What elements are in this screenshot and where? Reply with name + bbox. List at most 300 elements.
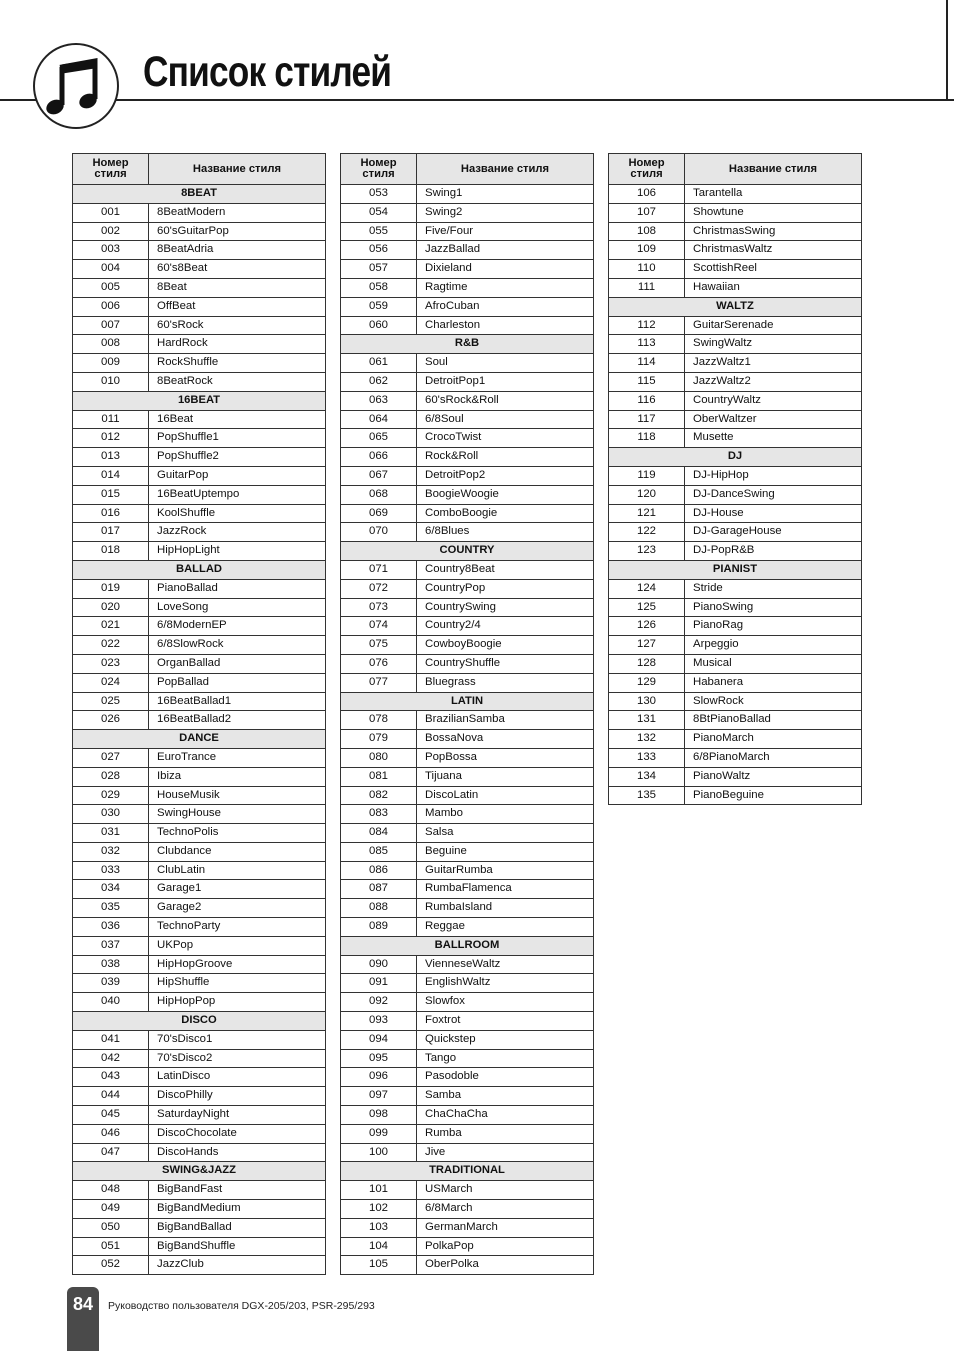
header-name: Название стиля bbox=[417, 154, 594, 185]
table-row bbox=[341, 560, 594, 579]
style-number: 099 bbox=[341, 1124, 417, 1143]
style-name: ClubLatin bbox=[149, 861, 326, 880]
style-number: 019 bbox=[73, 579, 149, 598]
style-number: 076 bbox=[341, 654, 417, 673]
page-number: 84 bbox=[72, 1294, 94, 1314]
style-number: 003 bbox=[73, 241, 149, 260]
style-name: DJ-House bbox=[685, 504, 862, 523]
category-label: DISCO bbox=[73, 1012, 326, 1031]
style-number: 093 bbox=[341, 1012, 417, 1031]
table-row bbox=[341, 918, 594, 937]
category-label: 8BEAT bbox=[73, 185, 326, 204]
table-row bbox=[73, 410, 326, 429]
style-name: ScottishReel bbox=[685, 260, 862, 279]
style-number: 095 bbox=[341, 1049, 417, 1068]
table-row bbox=[73, 372, 326, 391]
table-row bbox=[341, 1087, 594, 1106]
style-name: HipHopLight bbox=[149, 542, 326, 561]
table-row bbox=[609, 391, 862, 410]
table-row bbox=[609, 523, 862, 542]
style-number: 118 bbox=[609, 429, 685, 448]
style-number: 046 bbox=[73, 1124, 149, 1143]
style-name: Tarantella bbox=[685, 185, 862, 204]
table-header-row bbox=[341, 154, 594, 185]
style-number: 096 bbox=[341, 1068, 417, 1087]
style-table-1 bbox=[72, 153, 326, 1275]
style-number: 130 bbox=[609, 692, 685, 711]
style-name: DJ-GarageHouse bbox=[685, 523, 862, 542]
table-row bbox=[341, 241, 594, 260]
table-row bbox=[73, 542, 326, 561]
style-number: 114 bbox=[609, 354, 685, 373]
style-number: 005 bbox=[73, 278, 149, 297]
table-row bbox=[341, 410, 594, 429]
table-row bbox=[73, 278, 326, 297]
table-row bbox=[341, 391, 594, 410]
table-row bbox=[609, 241, 862, 260]
table-row bbox=[609, 316, 862, 335]
header-right-rule bbox=[946, 0, 948, 99]
table-row bbox=[341, 598, 594, 617]
style-name: 16BeatUptempo bbox=[149, 485, 326, 504]
style-number: 071 bbox=[341, 560, 417, 579]
category-label: 16BEAT bbox=[73, 391, 326, 410]
style-number: 066 bbox=[341, 448, 417, 467]
table-row bbox=[609, 579, 862, 598]
table-row bbox=[609, 203, 862, 222]
table-row bbox=[73, 1068, 326, 1087]
style-name: DiscoLatin bbox=[417, 786, 594, 805]
style-name: CrocoTwist bbox=[417, 429, 594, 448]
category-row bbox=[73, 185, 326, 204]
style-table-2 bbox=[340, 153, 594, 1275]
style-number: 080 bbox=[341, 748, 417, 767]
style-name: Reggae bbox=[417, 918, 594, 937]
table-row bbox=[73, 617, 326, 636]
style-name: Samba bbox=[417, 1087, 594, 1106]
style-number: 133 bbox=[609, 748, 685, 767]
style-number: 126 bbox=[609, 617, 685, 636]
style-name: DJ-DanceSwing bbox=[685, 485, 862, 504]
table-row bbox=[609, 767, 862, 786]
style-name: Habanera bbox=[685, 673, 862, 692]
style-number: 078 bbox=[341, 711, 417, 730]
table-row bbox=[73, 448, 326, 467]
category-row bbox=[73, 391, 326, 410]
table-row bbox=[73, 918, 326, 937]
style-number: 012 bbox=[73, 429, 149, 448]
style-number: 069 bbox=[341, 504, 417, 523]
table-row bbox=[341, 767, 594, 786]
style-name: Beguine bbox=[417, 842, 594, 861]
category-row bbox=[341, 1162, 594, 1181]
style-name: Jive bbox=[417, 1143, 594, 1162]
style-number: 053 bbox=[341, 185, 417, 204]
style-number: 057 bbox=[341, 260, 417, 279]
style-name: 8BeatModern bbox=[149, 203, 326, 222]
table-row bbox=[341, 955, 594, 974]
style-name: PianoRag bbox=[685, 617, 862, 636]
style-number: 135 bbox=[609, 786, 685, 805]
style-name: GuitarPop bbox=[149, 466, 326, 485]
style-name: KoolShuffle bbox=[149, 504, 326, 523]
category-label: LATIN bbox=[341, 692, 594, 711]
style-number: 029 bbox=[73, 786, 149, 805]
style-number: 004 bbox=[73, 260, 149, 279]
table-row bbox=[341, 673, 594, 692]
style-number: 060 bbox=[341, 316, 417, 335]
table-row bbox=[73, 786, 326, 805]
style-number: 038 bbox=[73, 955, 149, 974]
table-row bbox=[73, 974, 326, 993]
style-name: 70'sDisco1 bbox=[149, 1030, 326, 1049]
style-number: 002 bbox=[73, 222, 149, 241]
style-name: DetroitPop2 bbox=[417, 466, 594, 485]
style-name: RumbaIsland bbox=[417, 899, 594, 918]
table-row bbox=[73, 429, 326, 448]
header-rule bbox=[0, 99, 954, 101]
style-name: CountrySwing bbox=[417, 598, 594, 617]
style-number: 115 bbox=[609, 372, 685, 391]
table-row bbox=[341, 354, 594, 373]
table-row bbox=[609, 786, 862, 805]
style-number: 015 bbox=[73, 485, 149, 504]
style-name: GuitarRumba bbox=[417, 861, 594, 880]
style-name: Arpeggio bbox=[685, 636, 862, 655]
style-number: 119 bbox=[609, 466, 685, 485]
style-name: 6/8PianoMarch bbox=[685, 748, 862, 767]
table-row bbox=[341, 278, 594, 297]
category-label: TRADITIONAL bbox=[341, 1162, 594, 1181]
style-number: 083 bbox=[341, 805, 417, 824]
style-number: 123 bbox=[609, 542, 685, 561]
table-row bbox=[73, 767, 326, 786]
table-row bbox=[73, 692, 326, 711]
style-name: CountryWaltz bbox=[685, 391, 862, 410]
category-label: DANCE bbox=[73, 730, 326, 749]
table-row bbox=[73, 203, 326, 222]
style-number: 036 bbox=[73, 918, 149, 937]
table-row bbox=[341, 1256, 594, 1275]
category-row bbox=[73, 1012, 326, 1031]
table-row bbox=[73, 222, 326, 241]
table-row bbox=[609, 260, 862, 279]
style-name: EuroTrance bbox=[149, 748, 326, 767]
style-number: 018 bbox=[73, 542, 149, 561]
style-name: Foxtrot bbox=[417, 1012, 594, 1031]
style-name: HouseMusik bbox=[149, 786, 326, 805]
table-row bbox=[609, 730, 862, 749]
table-row bbox=[609, 429, 862, 448]
table-row bbox=[341, 636, 594, 655]
style-name: BigBandFast bbox=[149, 1181, 326, 1200]
table-row bbox=[73, 598, 326, 617]
style-number: 070 bbox=[341, 523, 417, 542]
table-row bbox=[609, 504, 862, 523]
table-row bbox=[341, 579, 594, 598]
style-name: RockShuffle bbox=[149, 354, 326, 373]
table-row bbox=[73, 748, 326, 767]
style-number: 090 bbox=[341, 955, 417, 974]
table-row bbox=[341, 805, 594, 824]
table-row bbox=[341, 1218, 594, 1237]
table-row bbox=[73, 993, 326, 1012]
style-number: 032 bbox=[73, 842, 149, 861]
style-name: HipShuffle bbox=[149, 974, 326, 993]
style-number: 064 bbox=[341, 410, 417, 429]
style-name: HipHopGroove bbox=[149, 955, 326, 974]
style-number: 129 bbox=[609, 673, 685, 692]
style-name: 16Beat bbox=[149, 410, 326, 429]
style-name: Country8Beat bbox=[417, 560, 594, 579]
table-row bbox=[341, 748, 594, 767]
category-label: BALLAD bbox=[73, 560, 326, 579]
table-row bbox=[73, 316, 326, 335]
header-name: Название стиля bbox=[685, 154, 862, 185]
table-row bbox=[609, 692, 862, 711]
table-row bbox=[73, 579, 326, 598]
table-row bbox=[341, 260, 594, 279]
style-number: 063 bbox=[341, 391, 417, 410]
category-label: BALLROOM bbox=[341, 936, 594, 955]
style-name: 6/8ModernEP bbox=[149, 617, 326, 636]
style-number: 048 bbox=[73, 1181, 149, 1200]
style-number: 087 bbox=[341, 880, 417, 899]
style-number: 124 bbox=[609, 579, 685, 598]
style-name: ChristmasSwing bbox=[685, 222, 862, 241]
style-name: Hawaiian bbox=[685, 278, 862, 297]
style-number: 068 bbox=[341, 485, 417, 504]
table-row bbox=[609, 617, 862, 636]
category-label: DJ bbox=[609, 448, 862, 467]
table-row bbox=[73, 1143, 326, 1162]
style-number: 039 bbox=[73, 974, 149, 993]
style-name: Showtune bbox=[685, 203, 862, 222]
style-number: 058 bbox=[341, 278, 417, 297]
style-name: Musette bbox=[685, 429, 862, 448]
style-number: 031 bbox=[73, 824, 149, 843]
table-row bbox=[609, 466, 862, 485]
style-number: 044 bbox=[73, 1087, 149, 1106]
table-row bbox=[341, 1068, 594, 1087]
table-row bbox=[609, 748, 862, 767]
table-row bbox=[609, 185, 862, 204]
table-row bbox=[609, 354, 862, 373]
style-name: Ragtime bbox=[417, 278, 594, 297]
table-row bbox=[341, 316, 594, 335]
style-number: 128 bbox=[609, 654, 685, 673]
style-number: 062 bbox=[341, 372, 417, 391]
table-row bbox=[609, 222, 862, 241]
table-row bbox=[341, 504, 594, 523]
style-name: 60's8Beat bbox=[149, 260, 326, 279]
table-header-row bbox=[73, 154, 326, 185]
style-name: BigBandMedium bbox=[149, 1200, 326, 1219]
style-number: 027 bbox=[73, 748, 149, 767]
header-number: Номер стиля bbox=[73, 154, 149, 185]
style-number: 055 bbox=[341, 222, 417, 241]
table-row bbox=[341, 466, 594, 485]
style-name: TechnoPolis bbox=[149, 824, 326, 843]
table-row bbox=[73, 1237, 326, 1256]
table-row bbox=[341, 974, 594, 993]
style-number: 021 bbox=[73, 617, 149, 636]
style-number: 122 bbox=[609, 523, 685, 542]
style-name: 6/8March bbox=[417, 1200, 594, 1219]
table-row bbox=[341, 203, 594, 222]
style-number: 106 bbox=[609, 185, 685, 204]
style-name: 8BeatRock bbox=[149, 372, 326, 391]
style-name: BrazilianSamba bbox=[417, 711, 594, 730]
style-number: 008 bbox=[73, 335, 149, 354]
table-row bbox=[73, 1049, 326, 1068]
table-row bbox=[73, 899, 326, 918]
style-name: 60'sRock&Roll bbox=[417, 391, 594, 410]
style-number: 022 bbox=[73, 636, 149, 655]
style-number: 075 bbox=[341, 636, 417, 655]
style-number: 112 bbox=[609, 316, 685, 335]
table-row bbox=[341, 880, 594, 899]
category-row bbox=[73, 730, 326, 749]
table-row bbox=[73, 1087, 326, 1106]
table-row bbox=[341, 429, 594, 448]
style-number: 023 bbox=[73, 654, 149, 673]
table-row bbox=[73, 354, 326, 373]
table-row bbox=[341, 523, 594, 542]
style-number: 079 bbox=[341, 730, 417, 749]
style-table-3 bbox=[608, 153, 862, 805]
category-row bbox=[341, 692, 594, 711]
table-row bbox=[73, 335, 326, 354]
style-number: 040 bbox=[73, 993, 149, 1012]
style-name: DiscoHands bbox=[149, 1143, 326, 1162]
style-name: LoveSong bbox=[149, 598, 326, 617]
header-name: Название стиля bbox=[149, 154, 326, 185]
table-row bbox=[609, 673, 862, 692]
style-name: 8BeatAdria bbox=[149, 241, 326, 260]
table-row bbox=[341, 222, 594, 241]
style-name: PopBossa bbox=[417, 748, 594, 767]
style-name: Charleston bbox=[417, 316, 594, 335]
style-name: CowboyBoogie bbox=[417, 636, 594, 655]
style-number: 035 bbox=[73, 899, 149, 918]
style-name: PopBallad bbox=[149, 673, 326, 692]
style-name: Stride bbox=[685, 579, 862, 598]
style-number: 104 bbox=[341, 1237, 417, 1256]
style-number: 020 bbox=[73, 598, 149, 617]
table-row bbox=[73, 1124, 326, 1143]
style-number: 052 bbox=[73, 1256, 149, 1275]
style-number: 054 bbox=[341, 203, 417, 222]
table-row bbox=[341, 861, 594, 880]
style-name: 6/8Blues bbox=[417, 523, 594, 542]
style-number: 030 bbox=[73, 805, 149, 824]
table-row bbox=[341, 485, 594, 504]
table-row bbox=[73, 880, 326, 899]
style-number: 043 bbox=[73, 1068, 149, 1087]
style-name: Quickstep bbox=[417, 1030, 594, 1049]
style-name: PianoMarch bbox=[685, 730, 862, 749]
style-name: PianoSwing bbox=[685, 598, 862, 617]
style-name: Ibiza bbox=[149, 767, 326, 786]
style-number: 103 bbox=[341, 1218, 417, 1237]
table-row bbox=[609, 598, 862, 617]
style-name: SlowRock bbox=[685, 692, 862, 711]
category-row bbox=[341, 936, 594, 955]
style-number: 105 bbox=[341, 1256, 417, 1275]
table-row bbox=[73, 1256, 326, 1275]
style-name: VienneseWaltz bbox=[417, 955, 594, 974]
style-number: 017 bbox=[73, 523, 149, 542]
table-row bbox=[73, 842, 326, 861]
style-name: Five/Four bbox=[417, 222, 594, 241]
table-row bbox=[341, 185, 594, 204]
style-name: PopShuffle2 bbox=[149, 448, 326, 467]
style-name: Swing2 bbox=[417, 203, 594, 222]
table-row bbox=[73, 504, 326, 523]
table-row bbox=[609, 542, 862, 561]
style-number: 072 bbox=[341, 579, 417, 598]
style-name: Dixieland bbox=[417, 260, 594, 279]
table-row bbox=[73, 805, 326, 824]
style-number: 001 bbox=[73, 203, 149, 222]
style-number: 059 bbox=[341, 297, 417, 316]
style-number: 034 bbox=[73, 880, 149, 899]
style-name: DiscoChocolate bbox=[149, 1124, 326, 1143]
style-name: 70'sDisco2 bbox=[149, 1049, 326, 1068]
style-number: 041 bbox=[73, 1030, 149, 1049]
table-row bbox=[341, 448, 594, 467]
style-name: Country2/4 bbox=[417, 617, 594, 636]
style-name: Slowfox bbox=[417, 993, 594, 1012]
style-name: LatinDisco bbox=[149, 1068, 326, 1087]
table-row bbox=[73, 1200, 326, 1219]
style-number: 067 bbox=[341, 466, 417, 485]
table-row bbox=[73, 1030, 326, 1049]
style-name: ComboBoogie bbox=[417, 504, 594, 523]
table-row bbox=[609, 410, 862, 429]
table-row bbox=[73, 936, 326, 955]
style-number: 132 bbox=[609, 730, 685, 749]
table-row bbox=[341, 617, 594, 636]
table-row bbox=[341, 1200, 594, 1219]
page-title: Список стилей bbox=[143, 48, 392, 96]
style-number: 121 bbox=[609, 504, 685, 523]
style-name: Soul bbox=[417, 354, 594, 373]
style-name: AfroCuban bbox=[417, 297, 594, 316]
style-number: 061 bbox=[341, 354, 417, 373]
category-label: SWING&JAZZ bbox=[73, 1162, 326, 1181]
style-name: 6/8Soul bbox=[417, 410, 594, 429]
table-row bbox=[73, 711, 326, 730]
style-number: 091 bbox=[341, 974, 417, 993]
table-row bbox=[609, 636, 862, 655]
style-number: 051 bbox=[73, 1237, 149, 1256]
style-number: 045 bbox=[73, 1106, 149, 1125]
style-name: OrganBallad bbox=[149, 654, 326, 673]
style-name: 16BeatBallad2 bbox=[149, 711, 326, 730]
table-row bbox=[341, 297, 594, 316]
table-row bbox=[609, 654, 862, 673]
style-name: HardRock bbox=[149, 335, 326, 354]
style-name: 16BeatBallad1 bbox=[149, 692, 326, 711]
table-row bbox=[341, 1049, 594, 1068]
table-row bbox=[73, 1218, 326, 1237]
style-number: 100 bbox=[341, 1143, 417, 1162]
style-number: 089 bbox=[341, 918, 417, 937]
style-name: SwingWaltz bbox=[685, 335, 862, 354]
style-number: 037 bbox=[73, 936, 149, 955]
